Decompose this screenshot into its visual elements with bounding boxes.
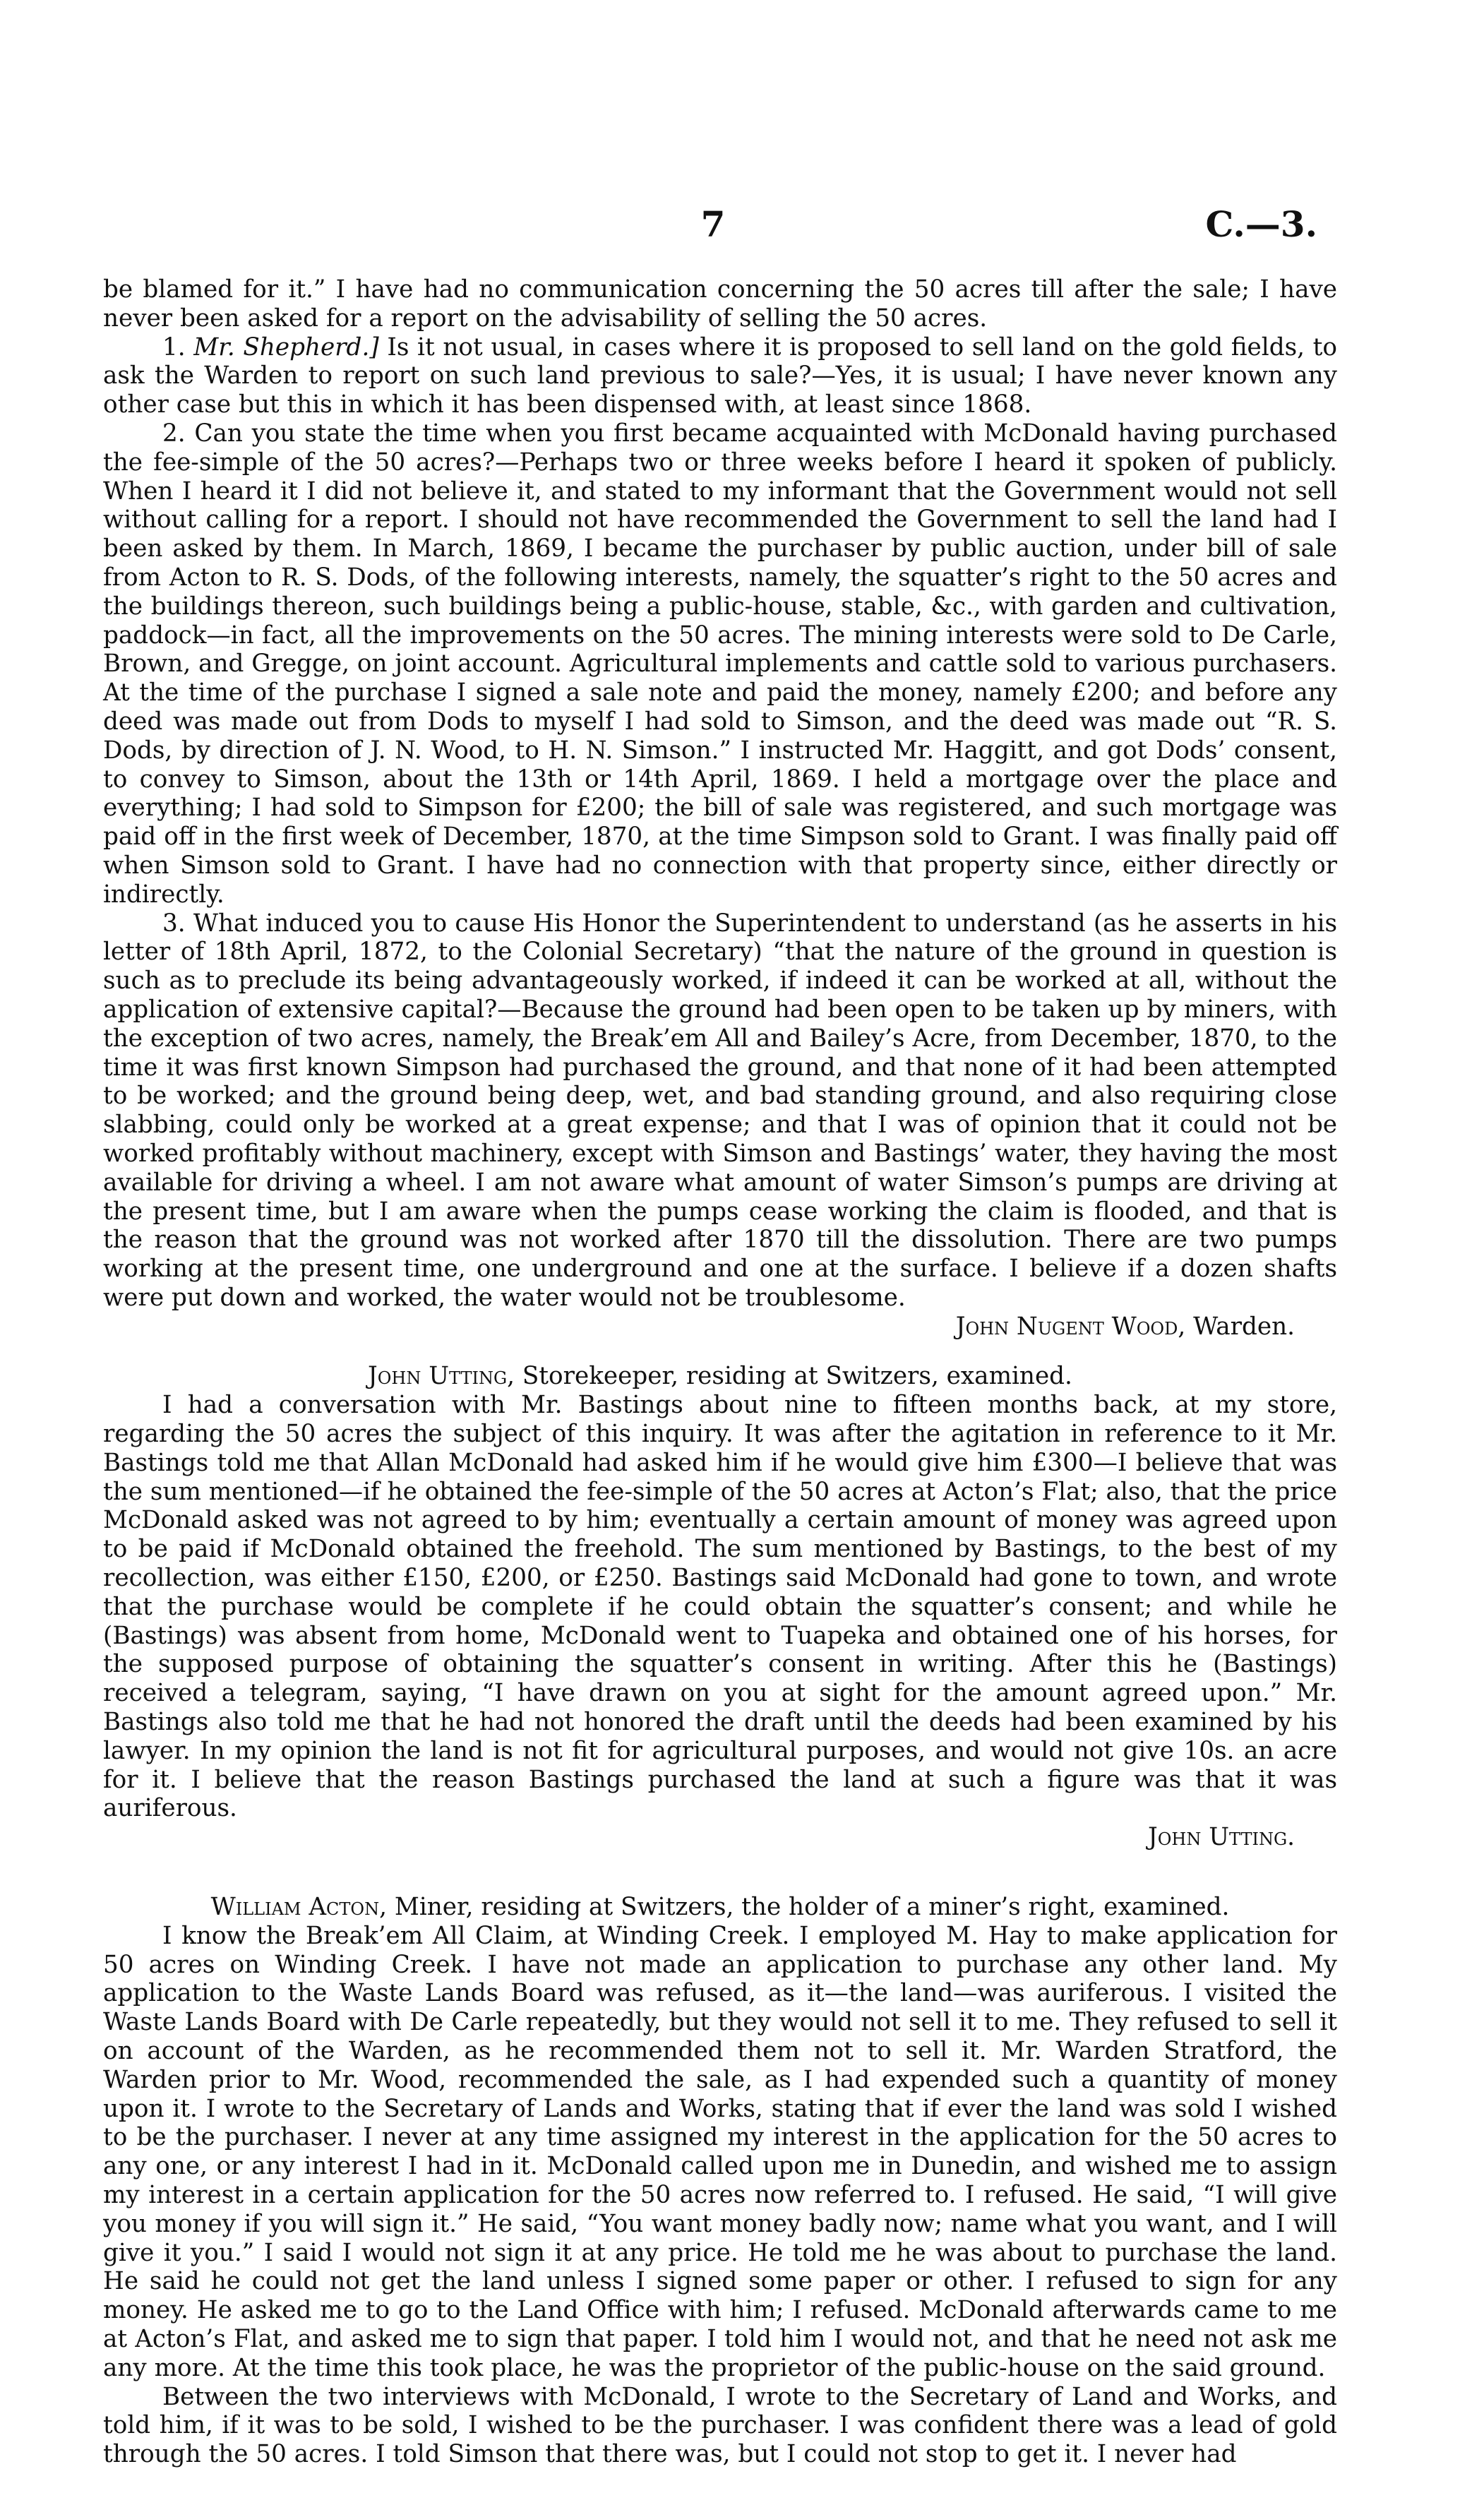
question-1-number: 1. <box>162 333 186 361</box>
document-reference: C.—3. <box>1205 203 1317 245</box>
utting-paragraph: I had a conversation with Mr. Bastings about nine to fifteen months back, at my store, regarding the 50 acres the subject of this inquiry. It was after the agitation in reference to it Mr. Bastings told me that Allan McDonald had asked him if he would give him £300—I believe that was the sum mentioned—if he obtained the fee-simple of the 50 acres at Acton’s Flat; also, that the price McDonald asked was not agreed to by him; eventually a certain amount of money was agreed upon to be paid if McDonald obtained the freehold. The sum mentioned by Bastings, to the best of my recollection, was either £150, £200, or £250. Bastings said McDonald had gone to town, and wrote that the purchase would be complete if he could obtain the squatter’s consent; and while he (Bastings) was absent from home, McDonald went to Tuapeka and obtained one of his horses, for the supposed purpose of obtaining the squatter’s consent in writing. After this he (Bastings) received a telegram, saying, “I have drawn on you at sight for the amount agreed upon.” Mr. Bastings also told me that he had not honored the draft until the deeds had been examined by his lawyer. In my opinion the land is not fit for agricultural purposes, and would not give 10s. an acre for it. I believe that the reason Bastings purchased the land at such a figure was that it was auriferous. <box>103 1391 1337 1823</box>
acton-paragraph-1: I know the Break’em All Claim, at Winding Creek. I employed M. Hay to make application for 50 acres on Winding Creek. I have not made an application to purchase any other land. My application to the Waste Lands Board was refused, as it—the land—was auriferous. I visited the Waste Lands Board with De Carle repeatedly, but they would not sell it to me. They refused to sell it on account of the Warden, as he recommended them not to sell it. Mr. Warden Stratford, the Warden prior to Mr. Wood, recommended the sale, as I had expended such a quantity of money upon it. I wrote to the Secretary of Lands and Works, stating that if ever the land was sold I wished to be the purchaser. I never at any time assigned my interest in the application for the 50 acres to any one, or any interest I had in it. McDonald called upon me in Dunedin, and wished me to assign my interest in a certain application for the 50 acres now referred to. I refused. He said, “I will give you money if you will sign it.” He said, “You want money badly now; name what you want, and I will give it you.” I said I would not sign it at any price. He told me he was about to purchase the land. He said he could not get the land unless I signed some paper or other. I refused to sign for any money. He asked me to go to the Land Office with him; I refused. McDonald afterwards came to me at Acton’s Flat, and asked me to sign that paper. I told him I would not, and that he need not ask me any more. At the time this took place, he was the proprietor of the public-house on the said ground. <box>103 1921 1337 2382</box>
spacer <box>103 1852 1337 1893</box>
utting-heading <box>103 1362 1337 1391</box>
question-1-speaker: Mr. Shepherd.] <box>193 333 379 361</box>
question-1-paragraph <box>103 333 1337 419</box>
acton-heading-rest: , Miner, residing at Switzers, the holder of a miner’s right, examined. <box>379 1893 1230 1922</box>
signature-utting: John Utting. <box>1148 1823 1295 1852</box>
signature-wood-title: , Warden. <box>1178 1312 1295 1341</box>
signature-wood <box>103 1313 1337 1341</box>
utting-heading-rest: , Storekeeper, residing at Switzers, examined. <box>507 1362 1072 1391</box>
utting-heading-name: John Utting <box>368 1362 508 1391</box>
question-3-paragraph: 3. What induced you to cause His Honor the Superintendent to understand (as he asserts in his letter of 18th April, 1872, to the Colonial Secretary) “that the nature of the ground in question is such as to preclude its being advantageously worked, if indeed it can be worked at all, without the application of extensive capital?—Because the ground had been open to be taken up by miners, with the exception of two acres, namely, the Break’em All and Bailey’s Acre, from December, 1870, to the time it was first known Simpson had purchased the ground, and that none of it had been attempted to be worked; and the ground being deep, wet, and bad standing ground, and also requiring close slabbing, could only be worked at a great expense; and that I was of opinion that it could not be worked profitably without machinery, except with Simson and Bastings’ water, they having the most available for driving a wheel. I am not aware what amount of water Simson’s pumps are driving at the present time, but I am aware when the pumps cease working the claim is flooded, and that is the reason that the ground was not worked after 1870 till the dissolution. There are two pumps working at the present time, one underground and one at the surface. I believe if a dozen shafts were put down and worked, the water would not be troublesome. <box>103 909 1337 1312</box>
acton-paragraph-2: Between the two interviews with McDonald, I wrote to the Secretary of Land and Works, and told him, if it was to be sold, I wished to be the purchaser. I was confident there was a lead of gold through the 50 acres. I told Simson that there was, but I could not stop to get it. I never had <box>103 2382 1337 2469</box>
question-2-paragraph: 2. Can you state the time when you first became acquainted with McDonald having purchased the fee-simple of the 50 acres?—Perhaps two or three weeks before I heard it spoken of publicly. When I heard it I did not believe it, and stated to my informant that the Government would not sell without calling for a report. I should not have recommended the Government to sell the land had I been asked by them. In March, 1869, I became the purchaser by public auction, under bill of sale from Acton to R. S. Dods, of the following interests, namely, the squatter’s right to the 50 acres and the buildings thereon, such buildings being a public-house, stable, &c., with garden and cultivation, paddock—in fact, all the improvements on the 50 acres. The mining interests were sold to De Carle, Brown, and Gregge, on joint account. Agricultural implements and cattle sold to various purchasers. At the time of the purchase I signed a sale note and paid the money, namely £200; and before any deed was made out from Dods to myself I had sold to Simson, and the deed was made out “R. S. Dods, by direction of J. N. Wood, to H. N. Simson.” I instructed Mr. Haggitt, and got Dods’ consent, to convey to Simson, about the 13th or 14th April, 1869. I held a mortgage over the place and everything; I had sold to Simpson for £200; the bill of sale was registered, and such mortgage was paid off in the first week of December, 1870, at the time Simpson sold to Grant. I was finally paid off when Simson sold to Grant. I have had no connection with that property since, either directly or indirectly. <box>103 419 1337 909</box>
spacer <box>103 1341 1337 1362</box>
signature-wood-name: John Nugent Wood <box>955 1312 1178 1341</box>
page-number: 7 <box>700 203 726 245</box>
question-1-text: Is it not usual, in cases where it is proposed to sell land on the gold fields, to ask the Warden to report on such land previous to sale?—Yes, it is usual; I have never known any other case but this in which it has been dispensed with, at least since 1868. <box>103 333 1337 419</box>
intro-paragraph: be blamed for it.” I have had no communication concerning the 50 acres till after the sale; I have never been asked for a report on the advisability of selling the 50 acres. <box>103 275 1337 333</box>
acton-heading <box>103 1893 1337 1922</box>
acton-heading-name: William Acton <box>210 1893 380 1922</box>
document-body <box>103 275 1337 2469</box>
